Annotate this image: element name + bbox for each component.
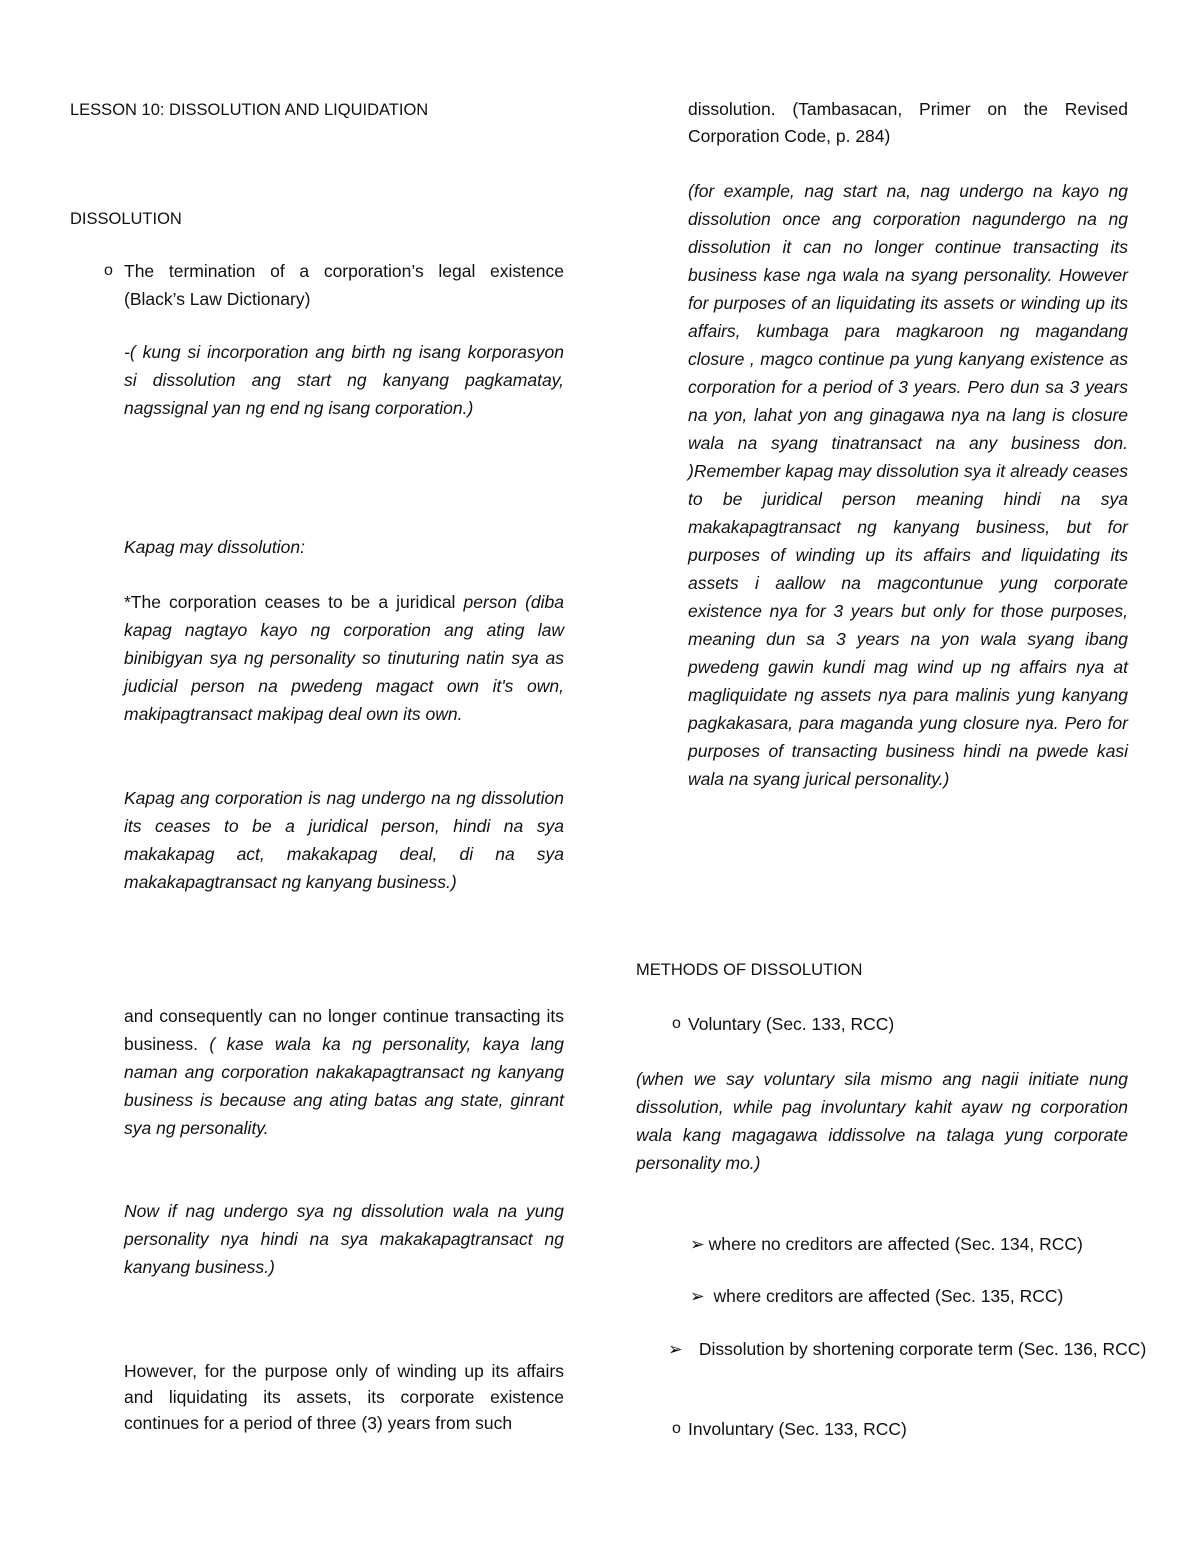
bullet-marker: o [672,1420,681,1437]
lesson-title: LESSON 10: DISSOLUTION AND LIQUIDATION [70,101,429,119]
consequently-italic: ( kase wala ka ng personality, kaya lang naman ang corporation nakakapagtransact ng kanyang business is because ang ating batas ang state, ginrant sya ng personality. [124,1034,565,1138]
continuation-paragraph: dissolution. (Tambasacan, Primer on the Revised Corporation Code, p. 284) [688,99,1128,146]
sub-item-label: where no creditors are affected (Sec. 134, RCC) [708,1234,1083,1254]
example-note: (for example, nag start na, nag undergo na kayo ng dissolution once ang corporation nagundergo na ng dissolution it can no longer continue transacting its business kase nga wala na syang personality. However for purposes of an liquidating its assets or winding up its affairs, kumbaga para magkaroon ng magandang closure , magco continue pa yung kanyang existence as corporation for a period of 3 years. Pero dun sa 3 years na yon, lahat yon ang ginagawa nya na lang is closure wala na syang tinatransact na any business don. )Remember kapag may dissolution sya it already ceases to be juridical person meaning hindi na sya makakapagtransact ng kanyang business, but for purposes of winding up its affairs and liquidating its assets i aallow na magcontunue yung corporate existence nya for 3 years but only for those purposes, meaning dun sa 3 years na yon wala syang ibang pwedeng gawin kundi mag wind up ng affairs nya at magliquidate ng assets nya para malinis yung kanyang pagkakasara, para maganda yung closure nya. Pero for purposes of transacting business hindi na pwede kasi wala na syang jurical personality.) [688,181,1128,789]
consequently-paragraph [124,1002,564,1142]
bullet-marker: o [104,262,113,279]
involuntary-item: Involuntary (Sec. 133, RCC) [688,1419,907,1439]
consequently-normal: and consequently can no longer continue transacting its business. [124,1006,564,1054]
sub-item-label: where creditors are affected (Sec. 135, RCC) [708,1286,1064,1306]
sub-item-creditors [690,1282,1130,1310]
arrow-bullet-icon: ➢ [690,1234,705,1254]
note-birth: -( kung si incorporation ang birth ng isang korporasyon si dissolution ang start ng kanyang pagkamatay, nagssignal yan ng end ng isang corporation.) [124,342,564,418]
definition-text: The termination of a corporation’s legal existence (Black’s Law Dictionary) [124,261,564,309]
bullet-marker: o [672,1015,681,1032]
ceases-paragraph [124,588,564,728]
however-paragraph: However, for the purpose only of winding up its affairs and liquidating its assets, its corporate existence continues for a period of three (3) years from such [124,1361,564,1433]
ceases-italic: person (diba kapag nagtayo kayo ng corporation ang ating law binibigyan sya ng personality so tinuturing natin sya as judicial person na pwedeng magact own it's own, makipagtransact makipag deal own its own. [124,592,564,724]
sub-item-label: Dissolution by shortening corporate term (Sec. 136, RCC) [694,1339,1147,1359]
voluntary-item: Voluntary (Sec. 133, RCC) [688,1014,895,1034]
sub-item-shortening: ➢ Dissolution by shortening corporate term (Sec. 136, RCC) [668,1339,1147,1359]
ceases-note: Kapag ang corporation is nag undergo na ng dissolution its ceases to be a juridical person, hindi na sya makakapag act, makakapag deal, di na sya makakapagtransact ng kanyang business.) [124,788,564,892]
kapag-label: Kapag may dissolution: [124,537,305,557]
ceases-normal: *The corporation ceases to be a juridical [124,592,464,612]
methods-title: METHODS OF DISSOLUTION [636,961,863,979]
voluntary-note: (when we say voluntary sila mismo ang nagii initiate nung dissolution, while pag involuntary kahit ayaw ng corporation wala kang magagawa iddissolve na talaga yung corporate personality mo.) [636,1069,1128,1173]
section-title-dissolution: DISSOLUTION [70,210,182,228]
sub-item-no-creditors [690,1230,1130,1258]
arrow-bullet-icon: ➢ [690,1286,705,1306]
now-note: Now if nag undergo sya ng dissolution wala na yung personality nya hindi na sya makakapagtransact ng kanyang business.) [124,1201,564,1277]
